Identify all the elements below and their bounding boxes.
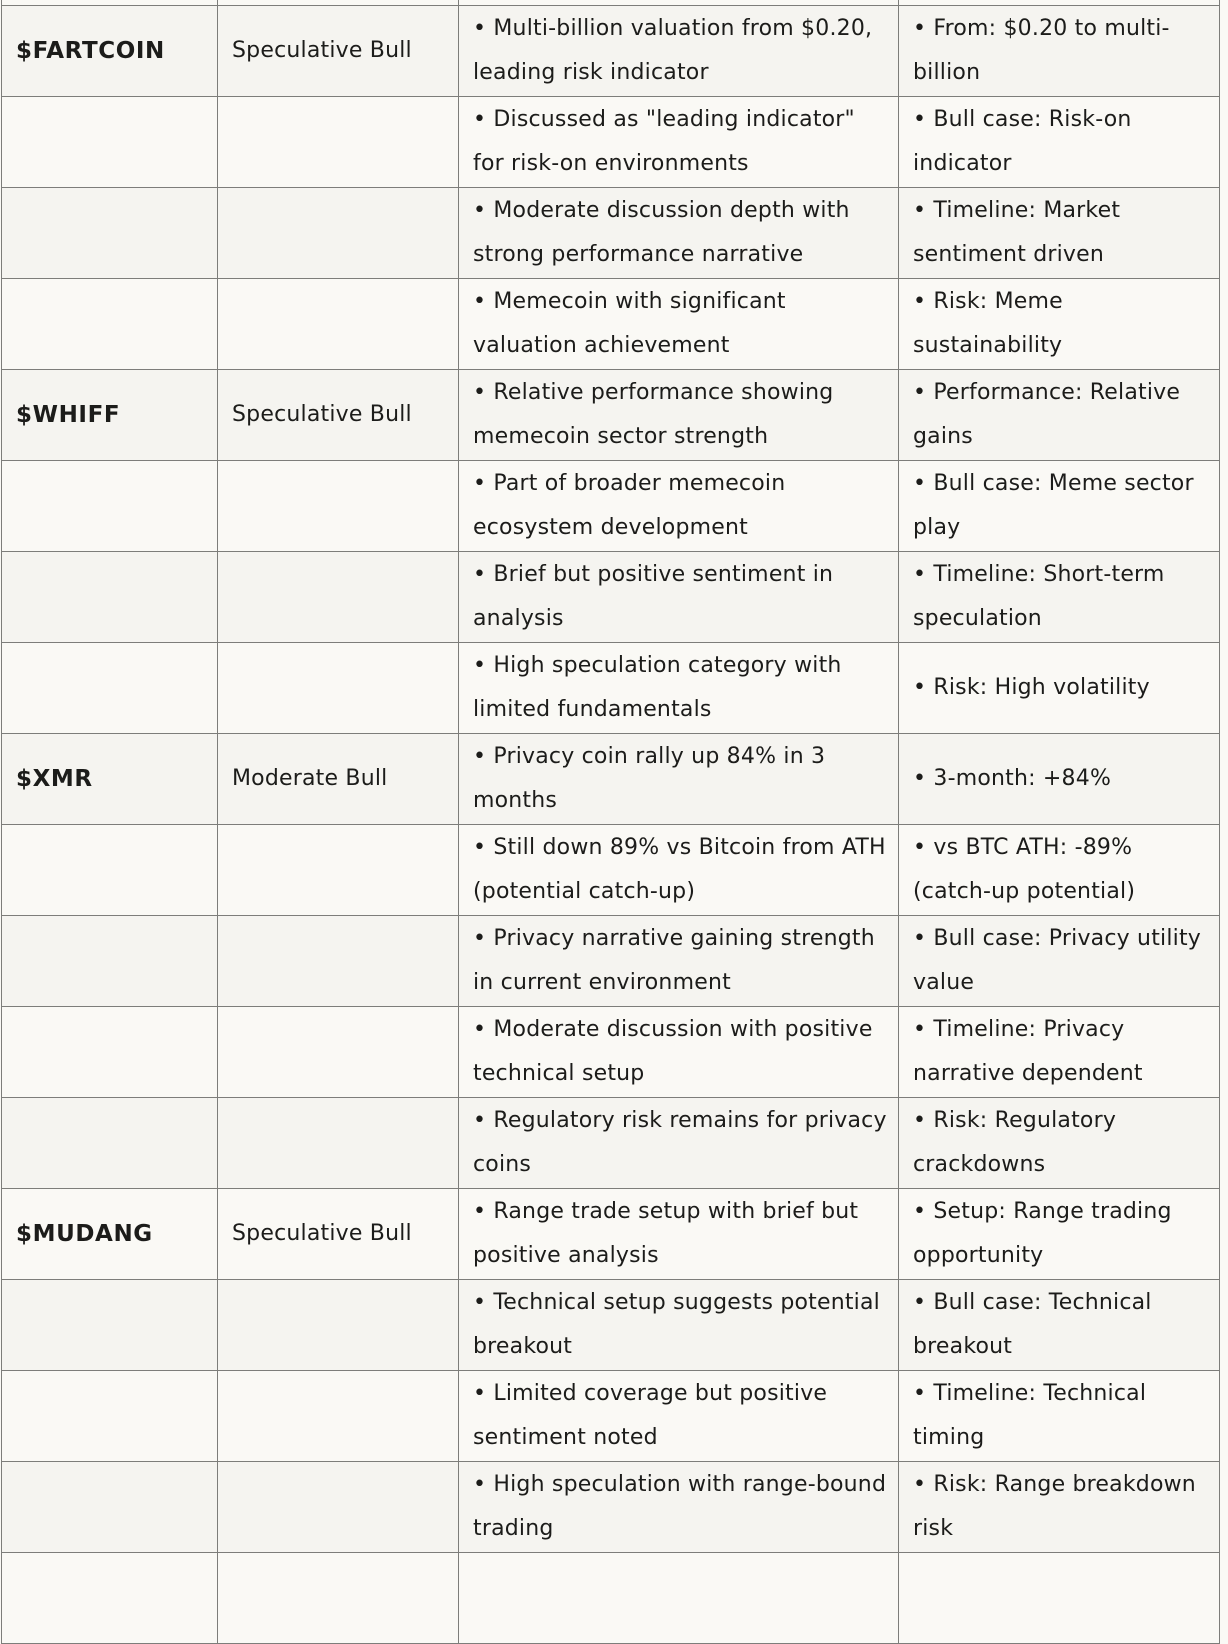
analysis-cell: • Part of broader memecoin ecosystem development xyxy=(459,461,899,552)
metrics-cell: • Timeline: Market sentiment driven xyxy=(899,188,1220,279)
analysis-cell: • Technical setup suggests potential breakout xyxy=(459,1280,899,1371)
ticker-cell xyxy=(2,1462,218,1553)
ticker-cell xyxy=(2,188,218,279)
sentiment-cell xyxy=(218,279,459,370)
ticker-cell xyxy=(2,916,218,1007)
table-row xyxy=(2,916,1220,1007)
ticker-cell xyxy=(2,1553,218,1644)
ticker-cell xyxy=(2,1371,218,1462)
sentiment-cell: Speculative Bull xyxy=(218,370,459,461)
table-body xyxy=(2,0,1220,1644)
sentiment-cell: Speculative Bull xyxy=(218,6,459,97)
table-row xyxy=(2,1553,1220,1644)
sentiment-cell xyxy=(218,1280,459,1371)
metrics-cell: • Bull case: Privacy utility value xyxy=(899,916,1220,1007)
sentiment-cell xyxy=(218,1098,459,1189)
analysis-cell: • High speculation with range-bound trading xyxy=(459,1462,899,1553)
metrics-cell: • 3-month: +84% xyxy=(899,734,1220,825)
ticker-cell: $XMR xyxy=(2,734,218,825)
analysis-cell: • Range trade setup with brief but positive analysis xyxy=(459,1189,899,1280)
analysis-cell: • Memecoin with significant valuation achievement xyxy=(459,279,899,370)
metrics-cell: • Setup: Range trading opportunity xyxy=(899,1189,1220,1280)
ticker-cell xyxy=(2,643,218,734)
metrics-cell: • Timeline: Privacy narrative dependent xyxy=(899,1007,1220,1098)
analysis-cell: • Moderate discussion depth with strong performance narrative xyxy=(459,188,899,279)
analysis-cell: • Privacy narrative gaining strength in current environment xyxy=(459,916,899,1007)
ticker-cell xyxy=(2,1280,218,1371)
table-row xyxy=(2,6,1220,97)
sentiment-cell xyxy=(218,97,459,188)
sentiment-cell xyxy=(218,916,459,1007)
table-row xyxy=(2,1462,1220,1553)
sentiment-cell xyxy=(218,552,459,643)
sentiment-cell xyxy=(218,461,459,552)
table-row xyxy=(2,643,1220,734)
ticker-cell xyxy=(2,279,218,370)
metrics-cell: • Bull case: Risk-on indicator xyxy=(899,97,1220,188)
metrics-cell: • Timeline: Short-term speculation xyxy=(899,552,1220,643)
sentiment-cell xyxy=(218,1371,459,1462)
analysis-cell: • Discussed as "leading indicator" for risk-on environments xyxy=(459,97,899,188)
sentiment-cell xyxy=(218,1553,459,1644)
analysis-cell: • Brief but positive sentiment in analysis xyxy=(459,552,899,643)
sentiment-cell: Speculative Bull xyxy=(218,1189,459,1280)
sentiment-cell xyxy=(218,825,459,916)
sentiment-cell: Moderate Bull xyxy=(218,734,459,825)
metrics-cell: • From: $0.20 to multi-billion xyxy=(899,6,1220,97)
sentiment-cell xyxy=(218,188,459,279)
table-row xyxy=(2,97,1220,188)
analysis-cell: • Still down 89% vs Bitcoin from ATH (potential catch-up) xyxy=(459,825,899,916)
table-row xyxy=(2,1371,1220,1462)
metrics-cell xyxy=(899,1553,1220,1644)
metrics-cell: • Performance: Relative gains xyxy=(899,370,1220,461)
table-row xyxy=(2,1280,1220,1371)
table-row xyxy=(2,734,1220,825)
sentiment-cell xyxy=(218,1462,459,1553)
table-row xyxy=(2,461,1220,552)
table-row xyxy=(2,1098,1220,1189)
analysis-cell xyxy=(459,1553,899,1644)
token-analysis-table xyxy=(1,0,1220,1644)
analysis-cell: • Relative performance showing memecoin sector strength xyxy=(459,370,899,461)
metrics-cell: • Bull case: Technical breakout xyxy=(899,1280,1220,1371)
table-row xyxy=(2,1007,1220,1098)
ticker-cell xyxy=(2,552,218,643)
ticker-cell xyxy=(2,461,218,552)
metrics-cell: • Risk: Regulatory crackdowns xyxy=(899,1098,1220,1189)
metrics-cell: • Bull case: Meme sector play xyxy=(899,461,1220,552)
metrics-cell: • vs BTC ATH: -89% (catch-up potential) xyxy=(899,825,1220,916)
analysis-cell: • Multi-billion valuation from $0.20, leading risk indicator xyxy=(459,6,899,97)
table-row xyxy=(2,1189,1220,1280)
analysis-cell: • Regulatory risk remains for privacy coins xyxy=(459,1098,899,1189)
ticker-cell xyxy=(2,825,218,916)
metrics-cell: • Risk: Meme sustainability xyxy=(899,279,1220,370)
metrics-cell: • Risk: Range breakdown risk xyxy=(899,1462,1220,1553)
analysis-cell: • Moderate discussion with positive technical setup xyxy=(459,1007,899,1098)
analysis-cell: • Privacy coin rally up 84% in 3 months xyxy=(459,734,899,825)
analysis-cell: • High speculation category with limited fundamentals xyxy=(459,643,899,734)
sentiment-cell xyxy=(218,1007,459,1098)
table-row xyxy=(2,279,1220,370)
table-row xyxy=(2,188,1220,279)
ticker-cell xyxy=(2,97,218,188)
ticker-cell xyxy=(2,1098,218,1189)
table-row xyxy=(2,825,1220,916)
analysis-cell: • Limited coverage but positive sentiment noted xyxy=(459,1371,899,1462)
table-row xyxy=(2,552,1220,643)
sentiment-cell xyxy=(218,643,459,734)
ticker-cell: $FARTCOIN xyxy=(2,6,218,97)
ticker-cell xyxy=(2,1007,218,1098)
metrics-cell: • Risk: High volatility xyxy=(899,643,1220,734)
ticker-cell: $WHIFF xyxy=(2,370,218,461)
ticker-cell: $MUDANG xyxy=(2,1189,218,1280)
metrics-cell: • Timeline: Technical timing xyxy=(899,1371,1220,1462)
table-row xyxy=(2,370,1220,461)
